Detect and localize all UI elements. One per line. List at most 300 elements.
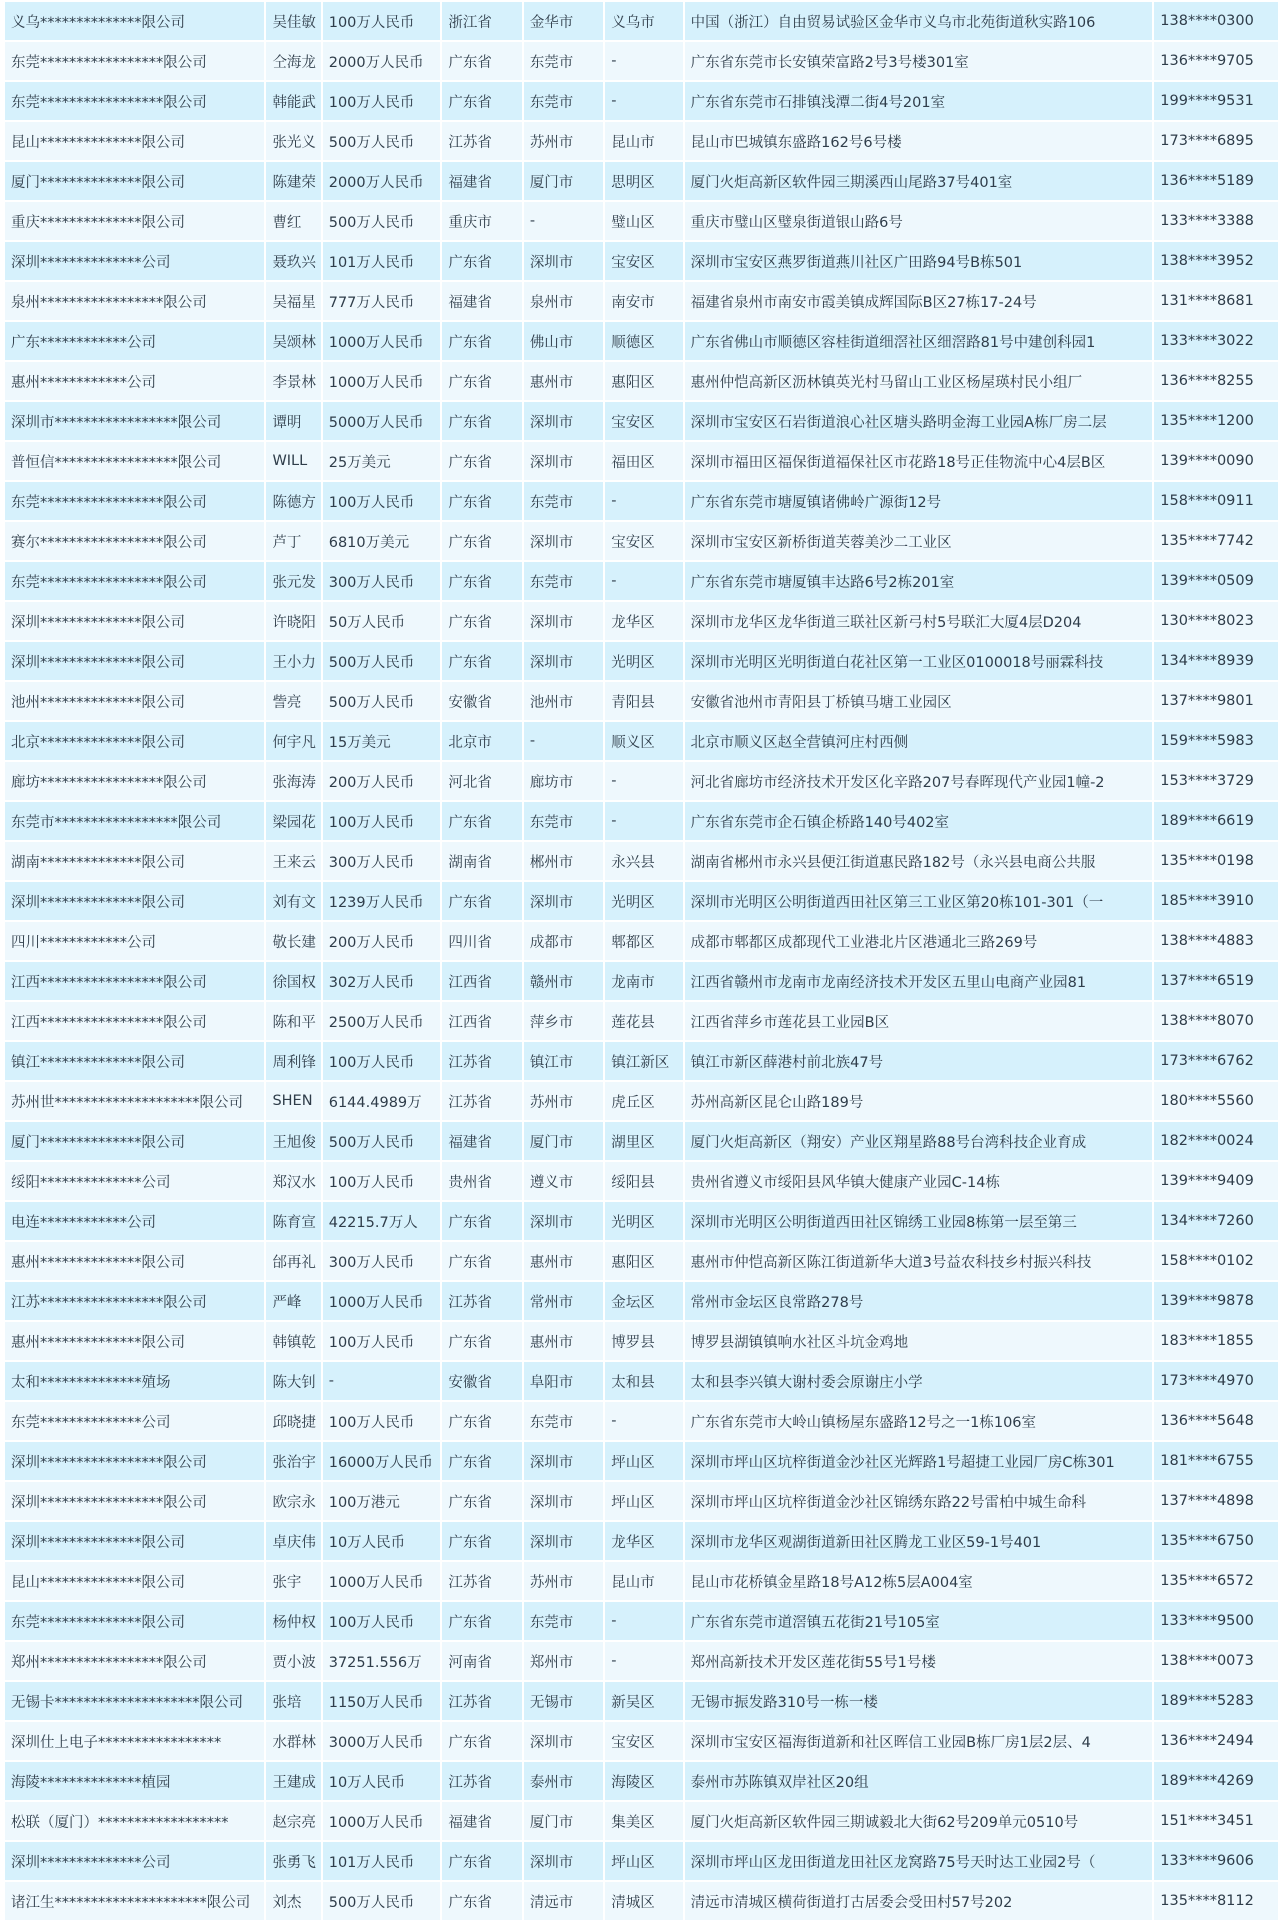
registered-capital-cell: 100万人民币 (323, 2, 441, 40)
phone-cell: 138****8070 (1154, 1002, 1278, 1040)
address-cell: 中国（浙江）自由贸易试验区金华市义乌市北苑街道秋实路106 (685, 2, 1153, 40)
table-row (5, 1722, 1278, 1760)
province-cell: 广东省 (442, 1522, 521, 1560)
address-cell: 深圳市光明区公明街道西田社区第三工业区第20栋101-301（一 (685, 882, 1153, 920)
table-row (5, 242, 1278, 280)
province-cell: 江西省 (442, 962, 521, 1000)
phone-cell: 139****0509 (1154, 562, 1278, 600)
city-cell: 深圳市 (524, 1842, 603, 1880)
table-row (5, 1402, 1278, 1440)
phone-cell: 136****5189 (1154, 162, 1278, 200)
address-cell: 郑州高新技术开发区莲花街55号1号楼 (685, 1642, 1153, 1680)
table-row (5, 322, 1278, 360)
district-cell: 璧山区 (605, 202, 682, 240)
phone-cell: 183****1855 (1154, 1322, 1278, 1360)
district-cell: 宝安区 (605, 242, 682, 280)
registered-capital-cell: 1239万人民币 (323, 882, 441, 920)
city-cell: 深圳市 (524, 242, 603, 280)
company-name-cell: 深圳**************限公司 (5, 1522, 264, 1560)
phone-cell: 137****4898 (1154, 1482, 1278, 1520)
phone-cell: 131****8681 (1154, 282, 1278, 320)
phone-cell: 189****5283 (1154, 1682, 1278, 1720)
phone-cell: 136****8255 (1154, 362, 1278, 400)
address-cell: 广东省东莞市长安镇荣富路2号3号楼301室 (685, 42, 1153, 80)
city-cell: 深圳市 (524, 882, 603, 920)
registered-capital-cell: 50万人民币 (323, 602, 441, 640)
company-name-cell: 郑州*****************限公司 (5, 1642, 264, 1680)
city-cell: 镇江市 (524, 1042, 603, 1080)
province-cell: 河南省 (442, 1642, 521, 1680)
district-cell: 坪山区 (605, 1482, 682, 1520)
registered-capital-cell: 3000万人民币 (323, 1722, 441, 1760)
table-row (5, 1682, 1278, 1720)
company-name-cell: 东莞**************限公司 (5, 1602, 264, 1640)
contact-name-cell: 芦丁 (266, 522, 320, 560)
contact-name-cell: 陈育宣 (266, 1202, 320, 1240)
table-row (5, 642, 1278, 680)
registered-capital-cell: 2000万人民币 (323, 162, 441, 200)
phone-cell: 151****3451 (1154, 1802, 1278, 1840)
district-cell: 绥阳县 (605, 1162, 682, 1200)
table-row (5, 1602, 1278, 1640)
address-cell: 重庆市璧山区璧泉街道银山路6号 (685, 202, 1153, 240)
table-row (5, 122, 1278, 160)
contact-name-cell: 敬长建 (266, 922, 320, 960)
company-name-cell: 东莞*****************限公司 (5, 562, 264, 600)
company-name-cell: 江苏*****************限公司 (5, 1282, 264, 1320)
contact-name-cell: 贾小波 (266, 1642, 320, 1680)
city-cell: 东莞市 (524, 562, 603, 600)
registered-capital-cell: 100万人民币 (323, 482, 441, 520)
phone-cell: 139****9409 (1154, 1162, 1278, 1200)
table-row (5, 562, 1278, 600)
province-cell: 广东省 (442, 522, 521, 560)
table-row (5, 1842, 1278, 1880)
district-cell: 新吴区 (605, 1682, 682, 1720)
district-cell: - (605, 482, 682, 520)
phone-cell: 134****7260 (1154, 1202, 1278, 1240)
address-cell: 厦门火炬高新区（翔安）产业区翔星路88号台湾科技企业育成 (685, 1122, 1153, 1160)
contact-name-cell: 卓庆伟 (266, 1522, 320, 1560)
phone-cell: 139****9878 (1154, 1282, 1278, 1320)
address-cell: 厦门火炬高新区软件园三期溪西山尾路37号401室 (685, 162, 1153, 200)
contact-name-cell: 仝海龙 (266, 42, 320, 80)
province-cell: 贵州省 (442, 1162, 521, 1200)
city-cell: 深圳市 (524, 1482, 603, 1520)
city-cell: 金华市 (524, 2, 603, 40)
city-cell: 深圳市 (524, 402, 603, 440)
company-name-cell: 深圳**************公司 (5, 242, 264, 280)
table-body (5, 2, 1278, 1920)
city-cell: 惠州市 (524, 1322, 603, 1360)
phone-cell: 133****9606 (1154, 1842, 1278, 1880)
company-name-cell: 深圳*****************限公司 (5, 1442, 264, 1480)
table-row (5, 922, 1278, 960)
phone-cell: 133****3022 (1154, 322, 1278, 360)
phone-cell: 185****3910 (1154, 882, 1278, 920)
city-cell: 赣州市 (524, 962, 603, 1000)
contact-name-cell: 赵宗亮 (266, 1802, 320, 1840)
province-cell: 广东省 (442, 1322, 521, 1360)
company-name-cell: 深圳市*****************限公司 (5, 402, 264, 440)
district-cell: 宝安区 (605, 522, 682, 560)
province-cell: 安徽省 (442, 1362, 521, 1400)
table-row (5, 82, 1278, 120)
address-cell: 湖南省郴州市永兴县便江街道惠民路182号（永兴县电商公共服 (685, 842, 1153, 880)
province-cell: 广东省 (442, 602, 521, 640)
registered-capital-cell: 500万人民币 (323, 202, 441, 240)
registered-capital-cell: 500万人民币 (323, 1882, 441, 1920)
table-row (5, 522, 1278, 560)
province-cell: 广东省 (442, 1722, 521, 1760)
city-cell: 深圳市 (524, 1442, 603, 1480)
phone-cell: 158****0102 (1154, 1242, 1278, 1280)
city-cell: 深圳市 (524, 1722, 603, 1760)
contact-name-cell: 吴福星 (266, 282, 320, 320)
contact-name-cell: 邰再礼 (266, 1242, 320, 1280)
city-cell: 深圳市 (524, 602, 603, 640)
province-cell: 广东省 (442, 42, 521, 80)
table-row (5, 2, 1278, 40)
district-cell: - (605, 1602, 682, 1640)
company-name-cell: 昆山**************限公司 (5, 122, 264, 160)
phone-cell: 135****0198 (1154, 842, 1278, 880)
district-cell: 龙华区 (605, 1522, 682, 1560)
phone-cell: 153****3729 (1154, 762, 1278, 800)
address-cell: 广东省东莞市大岭山镇杨屋东盛路12号之一1栋106室 (685, 1402, 1153, 1440)
company-table (3, 0, 1280, 1922)
address-cell: 昆山市巴城镇东盛路162号6号楼 (685, 122, 1153, 160)
company-name-cell: 江西*****************限公司 (5, 962, 264, 1000)
phone-cell: 138****4883 (1154, 922, 1278, 960)
company-name-cell: 重庆**************限公司 (5, 202, 264, 240)
phone-cell: 130****8023 (1154, 602, 1278, 640)
province-cell: 广东省 (442, 322, 521, 360)
city-cell: 清远市 (524, 1882, 603, 1920)
district-cell: 镇江新区 (605, 1042, 682, 1080)
address-cell: 博罗县湖镇镇响水社区斗坑金鸡地 (685, 1322, 1153, 1360)
contact-name-cell: 水群林 (266, 1722, 320, 1760)
company-name-cell: 湖南**************限公司 (5, 842, 264, 880)
company-name-cell: 无锡卡********************限公司 (5, 1682, 264, 1720)
phone-cell: 158****0911 (1154, 482, 1278, 520)
company-name-cell: 义乌**************限公司 (5, 2, 264, 40)
table-row (5, 1322, 1278, 1360)
contact-name-cell: 陈大钊 (266, 1362, 320, 1400)
company-name-cell: 四川************公司 (5, 922, 264, 960)
contact-name-cell: 王建成 (266, 1762, 320, 1800)
province-cell: 江西省 (442, 1002, 521, 1040)
registered-capital-cell: 300万人民币 (323, 842, 441, 880)
phone-cell: 199****9531 (1154, 82, 1278, 120)
district-cell: 青阳县 (605, 682, 682, 720)
company-name-cell: 松联（厦门）****************** (5, 1802, 264, 1840)
registered-capital-cell: 100万人民币 (323, 1402, 441, 1440)
province-cell: 广东省 (442, 1602, 521, 1640)
table-row (5, 1042, 1278, 1080)
province-cell: 福建省 (442, 162, 521, 200)
province-cell: 江苏省 (442, 1682, 521, 1720)
province-cell: 广东省 (442, 1402, 521, 1440)
registered-capital-cell: 1000万人民币 (323, 322, 441, 360)
contact-name-cell: 李景林 (266, 362, 320, 400)
phone-cell: 134****8939 (1154, 642, 1278, 680)
company-name-cell: 深圳**************限公司 (5, 602, 264, 640)
registered-capital-cell: 300万人民币 (323, 562, 441, 600)
district-cell: 清城区 (605, 1882, 682, 1920)
registered-capital-cell: 2500万人民币 (323, 1002, 441, 1040)
contact-name-cell: 刘杰 (266, 1882, 320, 1920)
city-cell: 池州市 (524, 682, 603, 720)
district-cell: 坪山区 (605, 1842, 682, 1880)
company-name-cell: 普恒信*****************限公司 (5, 442, 264, 480)
contact-name-cell: 陈建荣 (266, 162, 320, 200)
company-name-cell: 泉州*****************限公司 (5, 282, 264, 320)
table-row (5, 1282, 1278, 1320)
table-row (5, 42, 1278, 80)
company-name-cell: 东莞*****************限公司 (5, 482, 264, 520)
company-name-cell: 惠州**************限公司 (5, 1242, 264, 1280)
registered-capital-cell: 500万人民币 (323, 682, 441, 720)
registered-capital-cell: 2000万人民币 (323, 42, 441, 80)
district-cell: - (605, 762, 682, 800)
district-cell: 光明区 (605, 882, 682, 920)
table-row (5, 882, 1278, 920)
company-name-cell: 深圳**************限公司 (5, 642, 264, 680)
address-cell: 安徽省池州市青阳县丁桥镇马塘工业园区 (685, 682, 1153, 720)
company-name-cell: 赛尔*****************限公司 (5, 522, 264, 560)
company-name-cell: 镇江**************限公司 (5, 1042, 264, 1080)
table-row (5, 1202, 1278, 1240)
table-row (5, 362, 1278, 400)
province-cell: 广东省 (442, 242, 521, 280)
table-row (5, 802, 1278, 840)
province-cell: 江苏省 (442, 1282, 521, 1320)
registered-capital-cell: 25万美元 (323, 442, 441, 480)
table-row (5, 1882, 1278, 1920)
city-cell: - (524, 202, 603, 240)
table-row (5, 1522, 1278, 1560)
district-cell: 莲花县 (605, 1002, 682, 1040)
table-row (5, 482, 1278, 520)
city-cell: 东莞市 (524, 482, 603, 520)
contact-name-cell: 杨仲权 (266, 1602, 320, 1640)
contact-name-cell: 吴颂林 (266, 322, 320, 360)
district-cell: - (605, 1402, 682, 1440)
registered-capital-cell: 6144.4989万 (323, 1082, 441, 1120)
district-cell: 宝安区 (605, 402, 682, 440)
table-row (5, 842, 1278, 880)
phone-cell: 139****0090 (1154, 442, 1278, 480)
city-cell: 苏州市 (524, 1562, 603, 1600)
province-cell: 河北省 (442, 762, 521, 800)
address-cell: 深圳市龙华区龙华街道三联社区新弓村5号联汇大厦4层D204 (685, 602, 1153, 640)
phone-cell: 137****6519 (1154, 962, 1278, 1000)
table-row (5, 162, 1278, 200)
city-cell: - (524, 722, 603, 760)
province-cell: 广东省 (442, 1482, 521, 1520)
registered-capital-cell: 1000万人民币 (323, 1802, 441, 1840)
province-cell: 重庆市 (442, 202, 521, 240)
city-cell: 遵义市 (524, 1162, 603, 1200)
table-row (5, 962, 1278, 1000)
province-cell: 广东省 (442, 482, 521, 520)
table-row (5, 1082, 1278, 1120)
address-cell: 广东省东莞市塘厦镇丰达路6号2栋201室 (685, 562, 1153, 600)
table-row (5, 1562, 1278, 1600)
registered-capital-cell: 500万人民币 (323, 1122, 441, 1160)
city-cell: 深圳市 (524, 442, 603, 480)
company-name-cell: 绥阳**************公司 (5, 1162, 264, 1200)
phone-cell: 138****0300 (1154, 2, 1278, 40)
company-name-cell: 东莞**************公司 (5, 1402, 264, 1440)
phone-cell: 138****0073 (1154, 1642, 1278, 1680)
city-cell: 苏州市 (524, 1082, 603, 1120)
contact-name-cell: 王来云 (266, 842, 320, 880)
district-cell: 昆山市 (605, 122, 682, 160)
district-cell: - (605, 802, 682, 840)
province-cell: 广东省 (442, 1882, 521, 1920)
district-cell: 金坛区 (605, 1282, 682, 1320)
city-cell: 东莞市 (524, 1402, 603, 1440)
table-row (5, 722, 1278, 760)
registered-capital-cell: 42215.7万人 (323, 1202, 441, 1240)
contact-name-cell: 韩能武 (266, 82, 320, 120)
table-row (5, 1802, 1278, 1840)
contact-name-cell: 訾亮 (266, 682, 320, 720)
table-row (5, 202, 1278, 240)
district-cell: 永兴县 (605, 842, 682, 880)
registered-capital-cell: 16000万人民币 (323, 1442, 441, 1480)
phone-cell: 135****6750 (1154, 1522, 1278, 1560)
district-cell: 南安市 (605, 282, 682, 320)
company-name-cell: 广东************公司 (5, 322, 264, 360)
phone-cell: 136****9705 (1154, 42, 1278, 80)
table-row (5, 1442, 1278, 1480)
city-cell: 佛山市 (524, 322, 603, 360)
registered-capital-cell: 200万人民币 (323, 762, 441, 800)
company-name-cell: 诸江生*********************限公司 (5, 1882, 264, 1920)
address-cell: 深圳市坪山区坑梓街道金沙社区光辉路1号超捷工业园厂房C栋301 (685, 1442, 1153, 1480)
contact-name-cell: 曹红 (266, 202, 320, 240)
company-name-cell: 惠州************公司 (5, 362, 264, 400)
city-cell: 阜阳市 (524, 1362, 603, 1400)
registered-capital-cell: 10万人民币 (323, 1762, 441, 1800)
address-cell: 太和县李兴镇大谢村委会原谢庄小学 (685, 1362, 1153, 1400)
phone-cell: 180****5560 (1154, 1082, 1278, 1120)
contact-name-cell: SHEN (266, 1082, 320, 1120)
address-cell: 惠州仲恺高新区沥林镇英光村马留山工业区杨屋瑛村民小组厂 (685, 362, 1153, 400)
company-name-cell: 昆山**************限公司 (5, 1562, 264, 1600)
phone-cell: 136****2494 (1154, 1722, 1278, 1760)
table-row (5, 1642, 1278, 1680)
phone-cell: 137****9801 (1154, 682, 1278, 720)
province-cell: 广东省 (442, 1242, 521, 1280)
province-cell: 江苏省 (442, 1762, 521, 1800)
city-cell: 泉州市 (524, 282, 603, 320)
table-row (5, 402, 1278, 440)
contact-name-cell: 张勇飞 (266, 1842, 320, 1880)
contact-name-cell: 王小力 (266, 642, 320, 680)
registered-capital-cell: 302万人民币 (323, 962, 441, 1000)
address-cell: 深圳市光明区光明街道白花社区第一工业区0100018号丽霖科技 (685, 642, 1153, 680)
address-cell: 广东省东莞市企石镇企桥路140号402室 (685, 802, 1153, 840)
table-row (5, 602, 1278, 640)
table-row (5, 1162, 1278, 1200)
address-cell: 深圳市福田区福保街道福保社区市花路18号正佳物流中心4层B区 (685, 442, 1153, 480)
company-name-cell: 北京**************限公司 (5, 722, 264, 760)
phone-cell: 133****3388 (1154, 202, 1278, 240)
address-cell: 北京市顺义区赵全营镇河庄村西侧 (685, 722, 1153, 760)
company-name-cell: 深圳*****************限公司 (5, 1482, 264, 1520)
contact-name-cell: 邱晓捷 (266, 1402, 320, 1440)
province-cell: 江苏省 (442, 1042, 521, 1080)
company-name-cell: 海陵**************植园 (5, 1762, 264, 1800)
province-cell: 广东省 (442, 642, 521, 680)
registered-capital-cell: 300万人民币 (323, 1242, 441, 1280)
registered-capital-cell: 10万人民币 (323, 1522, 441, 1560)
contact-name-cell: 陈德方 (266, 482, 320, 520)
address-cell: 深圳市宝安区新桥街道芙蓉美沙二工业区 (685, 522, 1153, 560)
address-cell: 清远市清城区横荷街道打古居委会受田村57号202 (685, 1882, 1153, 1920)
phone-cell: 173****6895 (1154, 122, 1278, 160)
city-cell: 厦门市 (524, 162, 603, 200)
table-row (5, 442, 1278, 480)
district-cell: - (605, 42, 682, 80)
registered-capital-cell: 100万人民币 (323, 1042, 441, 1080)
table-row (5, 1762, 1278, 1800)
province-cell: 广东省 (442, 562, 521, 600)
city-cell: 成都市 (524, 922, 603, 960)
address-cell: 深圳市宝安区石岩街道浪心社区塘头路明金海工业园A栋厂房二层 (685, 402, 1153, 440)
contact-name-cell: 张元发 (266, 562, 320, 600)
company-name-cell: 东莞*****************限公司 (5, 42, 264, 80)
contact-name-cell: WILL (266, 442, 320, 480)
city-cell: 苏州市 (524, 122, 603, 160)
table-row (5, 1362, 1278, 1400)
contact-name-cell: 聂玖兴 (266, 242, 320, 280)
company-name-cell: 太和**************殖场 (5, 1362, 264, 1400)
district-cell: 海陵区 (605, 1762, 682, 1800)
contact-name-cell: 何宇凡 (266, 722, 320, 760)
district-cell: 惠阳区 (605, 362, 682, 400)
city-cell: 东莞市 (524, 42, 603, 80)
city-cell: 厦门市 (524, 1122, 603, 1160)
address-cell: 广东省东莞市石排镇浅潭二街4号201室 (685, 82, 1153, 120)
district-cell: 义乌市 (605, 2, 682, 40)
company-name-cell: 池州**************限公司 (5, 682, 264, 720)
city-cell: 郴州市 (524, 842, 603, 880)
district-cell: - (605, 1642, 682, 1680)
registered-capital-cell: 1000万人民币 (323, 362, 441, 400)
city-cell: 厦门市 (524, 1802, 603, 1840)
company-name-cell: 东莞*****************限公司 (5, 82, 264, 120)
phone-cell: 135****7742 (1154, 522, 1278, 560)
phone-cell: 173****6762 (1154, 1042, 1278, 1080)
address-cell: 深圳市宝安区福海街道新和社区晖信工业园B栋厂房1层2层、4 (685, 1722, 1153, 1760)
phone-cell: 135****6572 (1154, 1562, 1278, 1600)
company-name-cell: 厦门**************限公司 (5, 162, 264, 200)
company-name-cell: 厦门**************限公司 (5, 1122, 264, 1160)
city-cell: 无锡市 (524, 1682, 603, 1720)
company-name-cell: 东莞市*****************限公司 (5, 802, 264, 840)
registered-capital-cell: 1000万人民币 (323, 1282, 441, 1320)
address-cell: 广东省佛山市顺德区容桂街道细滘社区细滘路81号中建创科园1 (685, 322, 1153, 360)
address-cell: 厦门火炬高新区软件园三期诚毅北大街62号209单元0510号 (685, 1802, 1153, 1840)
registered-capital-cell: 15万美元 (323, 722, 441, 760)
contact-name-cell: 周利锋 (266, 1042, 320, 1080)
district-cell: 博罗县 (605, 1322, 682, 1360)
